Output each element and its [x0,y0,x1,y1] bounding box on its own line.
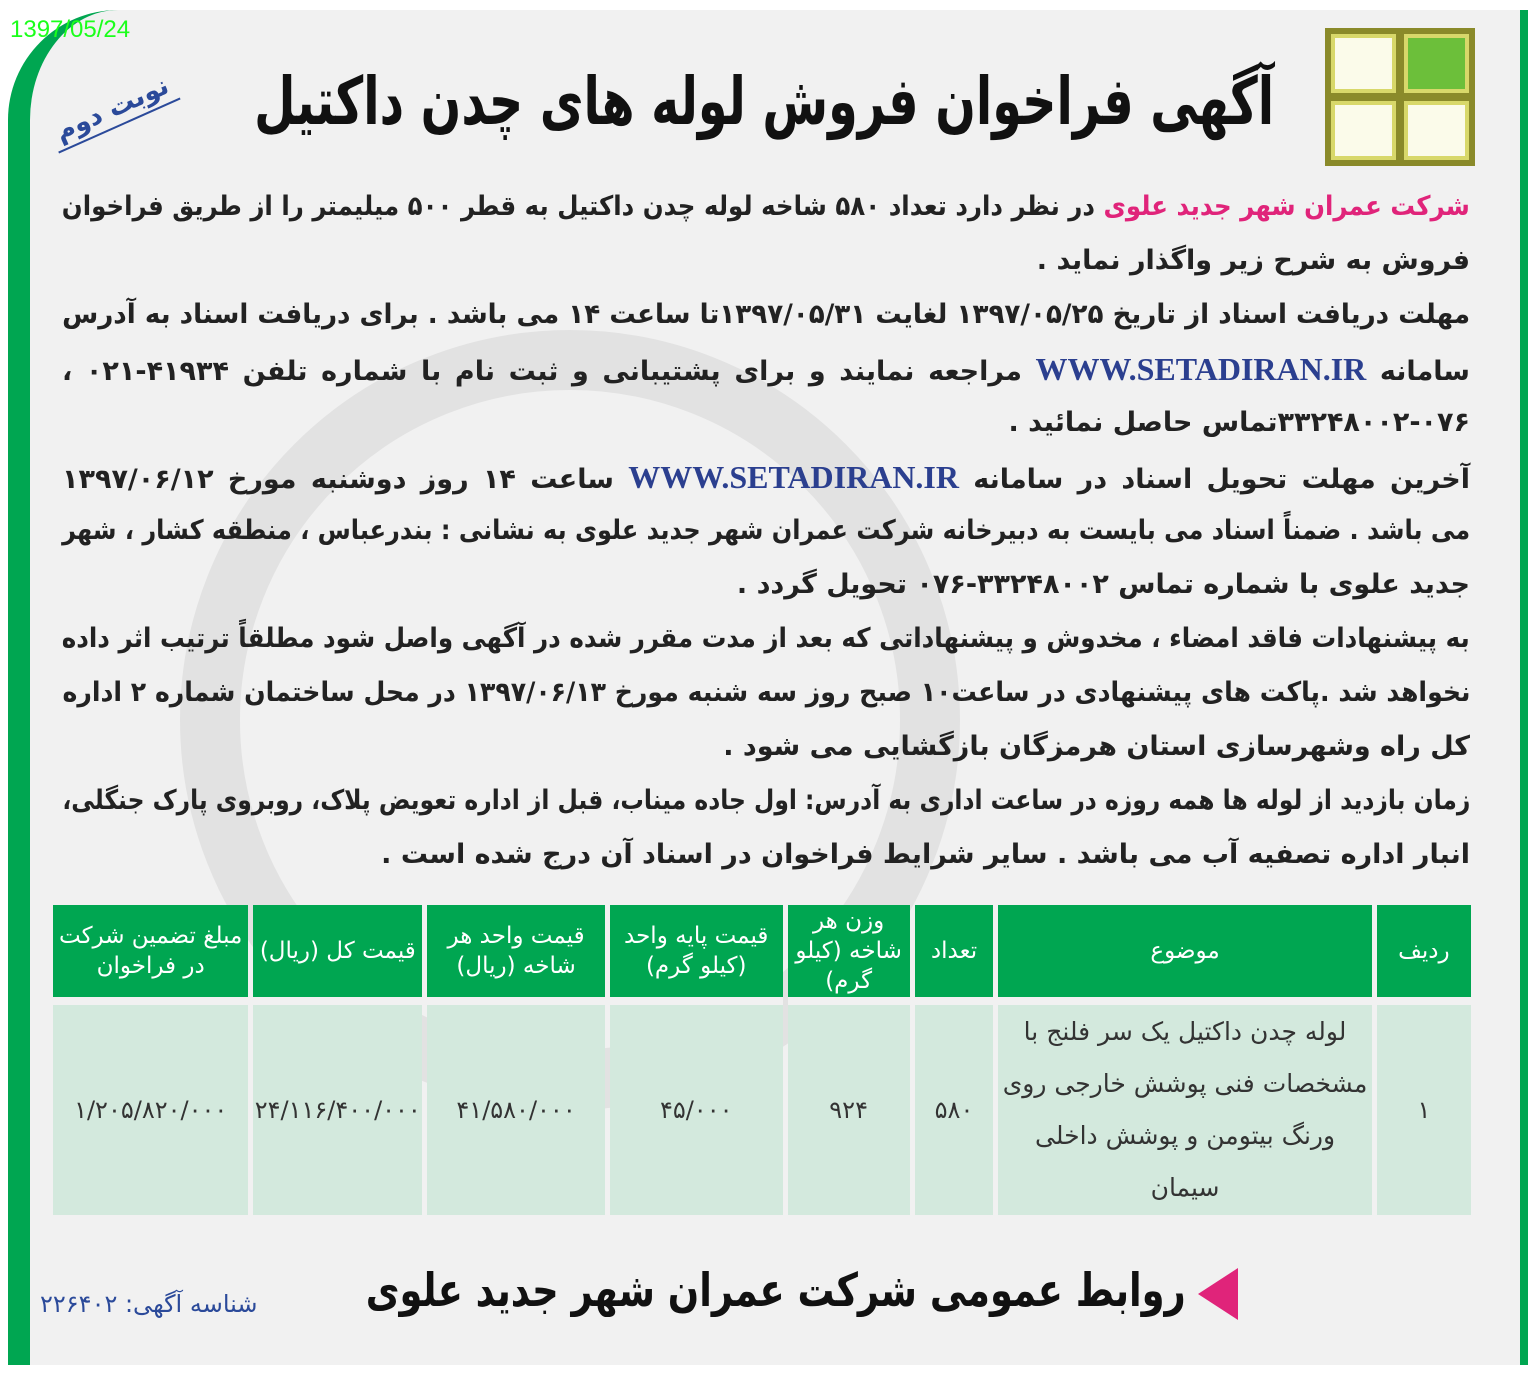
items-table [48,905,1476,1215]
column-header: مبلغ تضمین شرکت در فراخوان [53,905,248,1005]
ad-body [62,180,1470,882]
body-text: ساعت ۱۴ روز دوشنبه مورخ ۱۳۹۷/۰۶/۱۲ [62,464,629,495]
ad-id: شناسه آگهی: ۲۲۶۴۰۲ [40,1290,258,1318]
column-header: قیمت واحد هر شاخه (ریال) [427,905,605,1005]
body-line [62,342,1470,396]
table-cell: ۱ [1377,1005,1471,1215]
date-stamp: 1397/05/24 [10,16,131,43]
body-text: کل راه وشهرسازی استان هرمزگان بازگشایی می شود . [723,731,1470,762]
column-header: ردیف [1377,905,1471,1005]
table-header-row [53,905,1471,1005]
body-line [62,180,1470,234]
body-line [62,666,1470,720]
body-line [62,828,1470,882]
body-line [62,612,1470,666]
page-title: آگهی فراخوان فروش لوله های چدن داکتیل [254,63,1274,140]
body-line [62,774,1470,828]
body-text: فروش به شرح زیر واگذار نماید . [1036,245,1470,276]
body-text: به پیشنهادات فاقد امضاء ، مخدوش و پیشنهاداتی که بعد از مدت مقرر شده در آگهی واصل شود مطلقاً ترتیب اثر داده [62,623,1470,654]
body-line [62,234,1470,288]
website-link[interactable]: WWW.SETADIRAN.IR [628,459,959,495]
body-text: می باشد . ضمناً اسناد می بایست به دبیرخانه شرکت عمران شهر جدید علوی به نشانی : بندرعباس ، منطقه کشار ، شهر [62,515,1470,546]
column-header: موضوع [998,905,1371,1005]
body-line [62,288,1470,342]
body-text: زمان بازدید از لوله ها همه روزه در ساعت اداری به آدرس: اول جاده میناب، قبل از اداره تعویض پلاک، روبروی پارک جنگلی، [62,785,1470,816]
body-line [62,720,1470,774]
body-line [62,504,1470,558]
body-text: مراجعه نمایند و برای پشتیبانی و ثبت نام با شماره تلفن ۴۱۹۳۴-۰۲۱ ، [62,356,1036,387]
table-cell: لوله چدن داکتیل یک سر فلنج با مشخصات فنی پوشش خارجی روی ورنگ بیتومن و پوشش داخلی سیمان [998,1005,1371,1215]
body-text: سامانه [1366,356,1470,387]
body-text: نخواهد شد .پاکت های پیشنهادی در ساعت۱۰ صبح روز سه شنبه مورخ ۱۳۹۷/۰۶/۱۳ در محل ساختمان شماره ۲ اداره [62,677,1470,708]
company-name: شرکت عمران شهر جدید علوی [1103,191,1470,222]
body-line [62,558,1470,612]
second-round-badge: نوبت دوم [44,67,180,154]
body-text: انبار اداره تصفیه آب می باشد . سایر شرایط فراخوان در اسناد آن درج شده است . [381,839,1470,870]
table-cell: ۵۸۰ [915,1005,994,1215]
footer-signature: روابط عمومی شرکت عمران شهر جدید علوی [366,1263,1186,1317]
body-line [62,396,1470,450]
column-header: قیمت پایه واحد (کیلو گرم) [610,905,783,1005]
column-header: تعداد [915,905,994,1005]
body-line [62,450,1470,504]
table-cell: ۱/۲۰۵/۸۲۰/۰۰۰ [53,1005,248,1215]
table-row [53,1005,1471,1215]
body-text: ۳۳۲۴۸۰۰۲-۰۷۶تماس حاصل نمائید . [1008,407,1470,438]
arrow-icon [1198,1268,1238,1320]
table-cell: ۲۴/۱۱۶/۴۰۰/۰۰۰ [253,1005,422,1215]
table-cell: ۹۲۴ [788,1005,910,1215]
column-header: قیمت کل (ریال) [253,905,422,1005]
website-link[interactable]: WWW.SETADIRAN.IR [1035,351,1367,387]
column-header: وزن هر شاخه (کیلو گرم) [788,905,910,1005]
body-text: در نظر دارد تعداد ۵۸۰ شاخه لوله چدن داکتیل به قطر ۵۰۰ میلیمتر را از طریق فراخوان [62,191,1104,222]
body-text: مهلت دریافت اسناد از تاریخ ۱۳۹۷/۰۵/۲۵ لغایت ۱۳۹۷/۰۵/۳۱تا ساعت ۱۴ می باشد . برای دریافت اسناد به آدرس [62,299,1470,330]
body-text: جدید علوی با شماره تماس ۳۳۲۴۸۰۰۲-۰۷۶ تحویل گردد . [736,569,1470,600]
table-cell: ۴۱/۵۸۰/۰۰۰ [427,1005,605,1215]
table-cell: ۴۵/۰۰۰ [610,1005,783,1215]
company-logo [1325,28,1475,166]
body-text: آخرین مهلت تحویل اسناد در سامانه [958,464,1470,495]
